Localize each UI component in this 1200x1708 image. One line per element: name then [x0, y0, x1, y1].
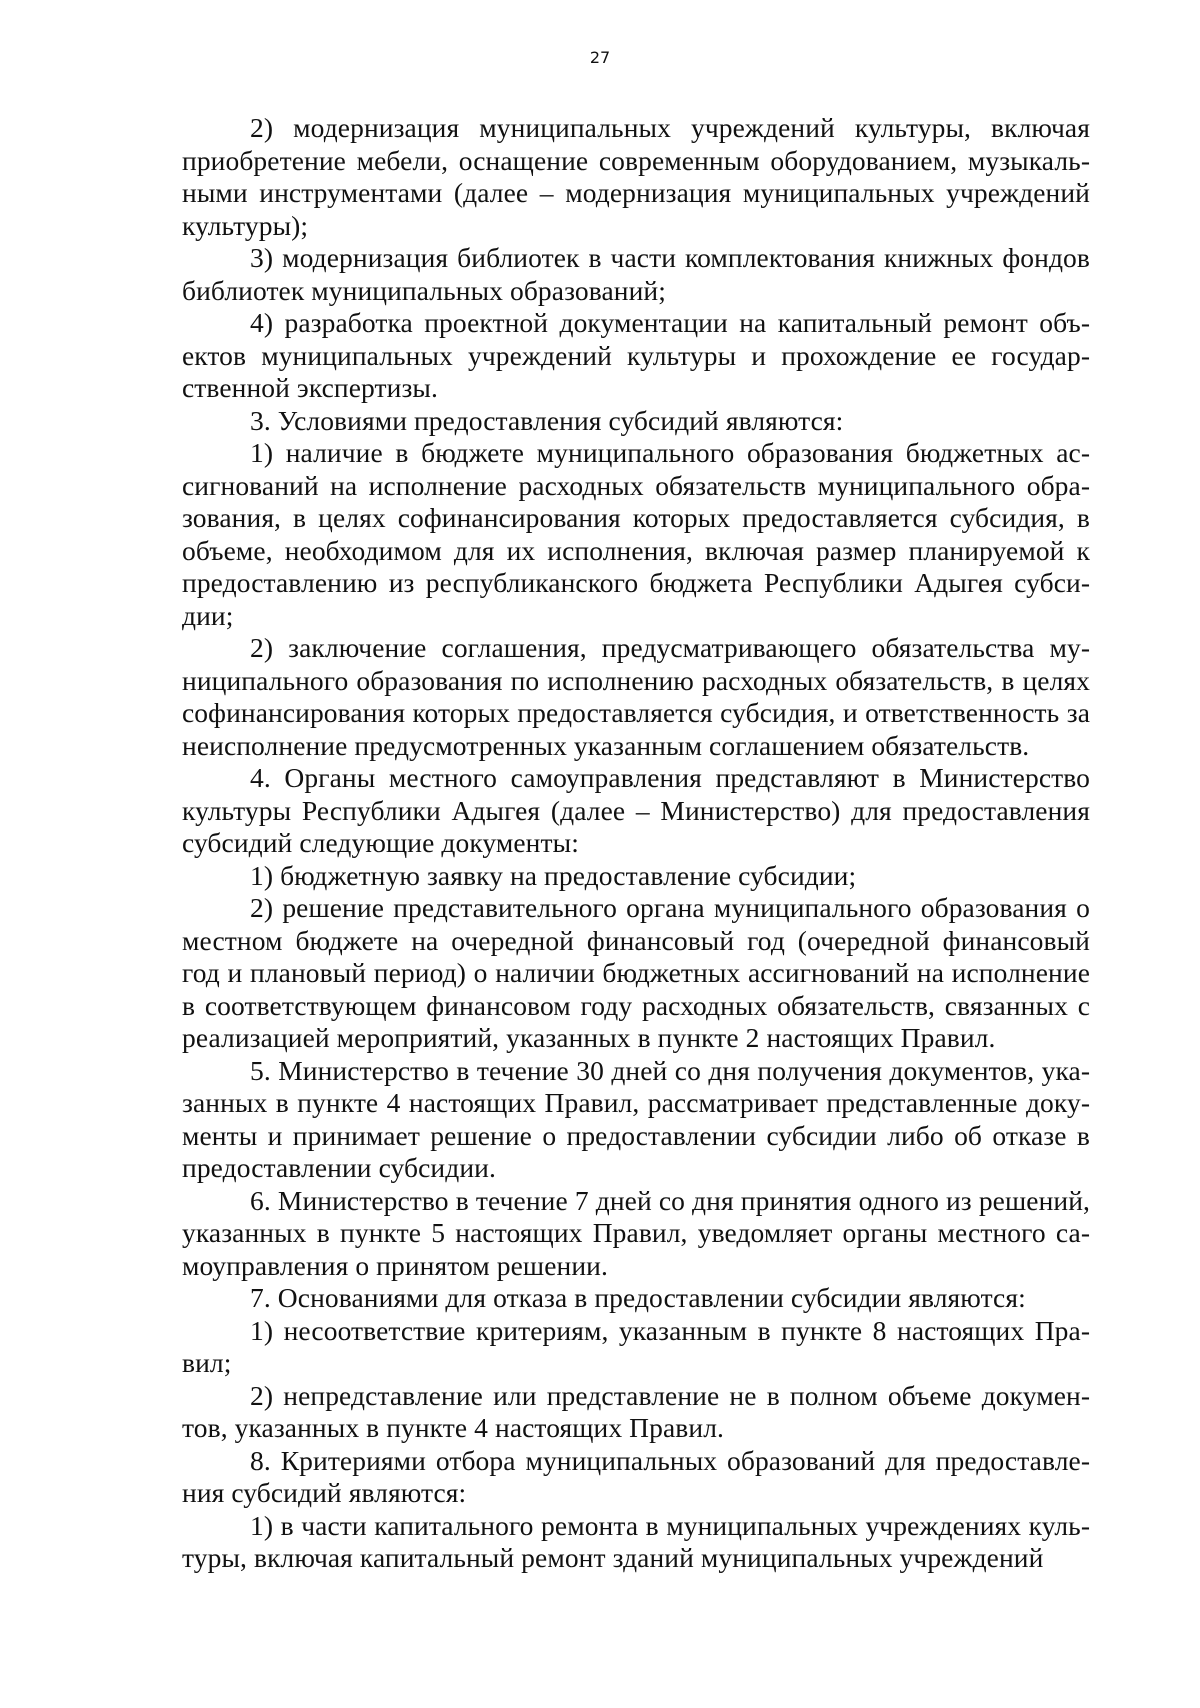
paragraph-4-heading: 4. Органы местного самоуправления представляют в Министерство культуры Республики Адыгея (далее – Министерство) для предоставления субсидий следующие документы: — [182, 762, 1090, 858]
paragraph-7-heading: 7. Основаниями для отказа в предоставлении субсидии являются: — [250, 1282, 1026, 1313]
paragraph-2-3: 3) модернизация библиотек в части комплектования книжных фондов библиотек муниципальных образований; — [182, 242, 1090, 306]
paragraph-8-1: 1) в части капитального ремонта в муниципальных учреждениях культуры, включая капитальный ремонт зданий муниципальных учреждений — [182, 1509, 1090, 1573]
paragraph-2-4: 4) разработка проектной документации на капитальный ремонт объектов муниципальных учреждений культуры и прохождение ее государственной экспертизы. — [182, 307, 1090, 403]
paragraph-6: 6. Министерство в течение 7 дней со дня принятия одного из решений, указанных в пункте 5 настоящих Правил, уведомляет органы местного самоуправления о принятом решении. — [182, 1184, 1090, 1281]
document-body — [182, 112, 1090, 1575]
paragraph-3-heading: 3. Условиями предоставления субсидий являются: — [250, 404, 844, 436]
paragraph-8-heading: 8. Критериями отбора муниципальных образований для предоставления субсидий являются: — [182, 1444, 1090, 1508]
paragraph-7-2: 2) непредставление или представление не в полном объеме документов, указанных в пункте 4 настоящих Правил. — [182, 1379, 1090, 1443]
paragraph-5: 5. Министерство в течение 30 дней со дня получения документов, указанных в пункте 4 настоящих Правил, рассматривает представленные документы и принимает решение о предоставлении субсидии либо об отказе в предоставлении субсидии. — [182, 1054, 1090, 1183]
paragraph-2-2: 2) модернизация муниципальных учреждений культуры, включая приобретение мебели, оснащение современным оборудованием, музыкальными инструментами (далее – модернизация муниципальных учреждений культуры); — [182, 112, 1090, 241]
paragraph-4-2: 2) решение представительного органа муниципального образования о местном бюджете на очередной финансовый год (очередной финансовый год и плановый период) о наличии бюджетных ассигнований на исполнение в соответствующем финансовом году расходных обязательств, связанных с реализацией мероприятий, указанных в пункте 2 настоящих Правил. — [182, 892, 1090, 1053]
paragraph-7-1: 1) несоответствие критериям, указанным в пункте 8 настоящих Правил; — [182, 1314, 1090, 1378]
paragraph-3-2: 2) заключение соглашения, предусматривающего обязательства муниципального образования по исполнению расходных обязательств, в целях софинансирования которых предоставляется субсидия, и ответственность за неисполнение предусмотренных указанным соглашением обязательств. — [182, 632, 1090, 761]
page-number: 27 — [589, 48, 611, 67]
paragraph-3-1: 1) наличие в бюджете муниципального образования бюджетных ассигнований на исполнение расходных обязательств муниципального образования, в целях софинансирования которых предоставляется субсидия, в объеме, необходимом для их исполнения, включая размер планируемой к предоставлению из республиканского бюджета Республики Адыгея субсидии; — [182, 437, 1090, 631]
paragraph-4-1: 1) бюджетную заявку на предоставление субсидии; — [250, 859, 857, 891]
